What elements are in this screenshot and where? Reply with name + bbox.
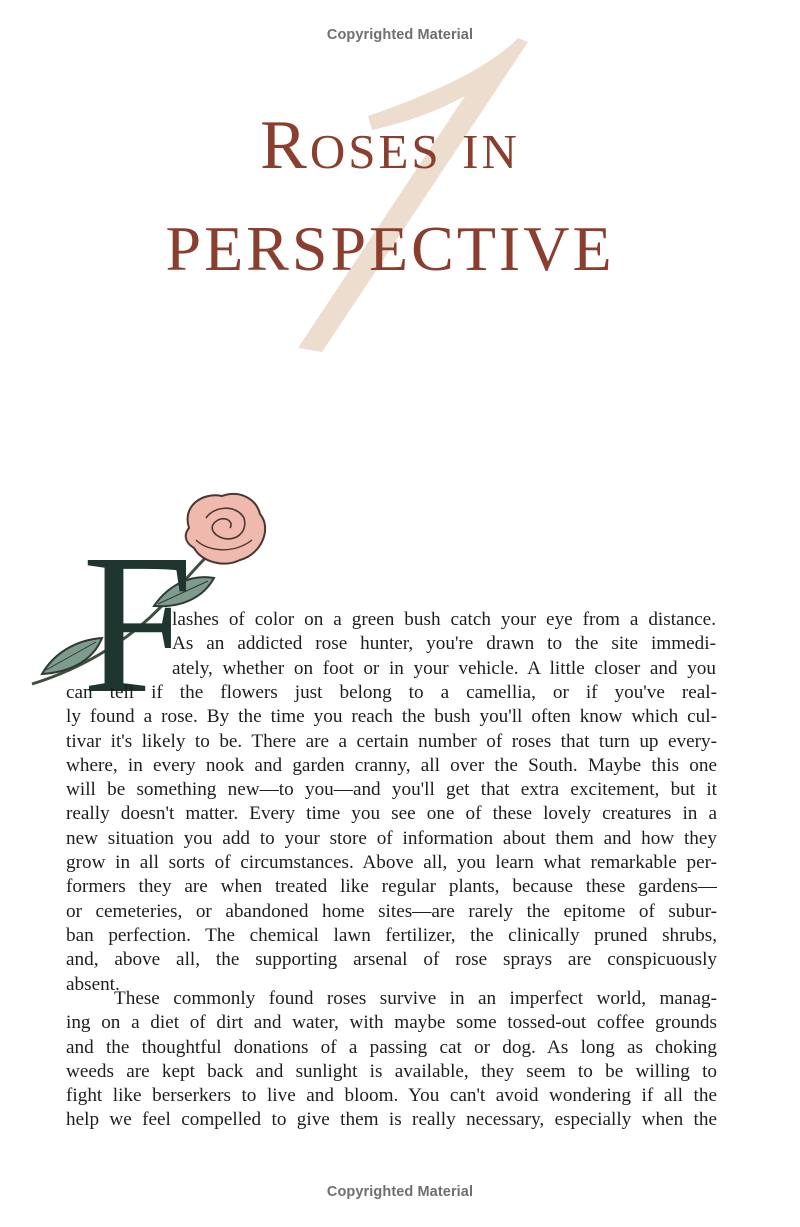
text-line: ly found a rose. By the time you reach the bush you'll often know which cul- — [66, 706, 717, 728]
chapter-title-line1 — [0, 106, 780, 186]
text-line: absent. — [66, 973, 120, 995]
text-line: fight like berserkers to live and bloom. You can't avoid wondering if all the — [66, 1085, 717, 1107]
text-line: really doesn't matter. Every time you see one of these lovely creatures in a — [66, 803, 717, 825]
text-line: ing on a diet of dirt and water, with maybe some tossed-out coffee grounds — [66, 1012, 717, 1034]
text-line: formers they are when treated like regular plants, because these gardens— — [66, 876, 717, 898]
text-line: or cemeteries, or abandoned home sites—are rarely the epitome of subur- — [66, 900, 717, 922]
chapter-title-text-2: PERSPECTIVE — [165, 213, 615, 284]
text-line: ban perfection. The chemical lawn fertilizer, the clinically pruned shrubs, — [66, 924, 717, 946]
text-line: can tell if the flowers just belong to a camellia, or if you've real- — [66, 682, 717, 703]
text-line: These commonly found roses survive in an imperfect world, manag- — [114, 988, 717, 1009]
paragraph-1-indented — [172, 608, 716, 681]
text-line: ately, whether on foot or in your vehicle. A little closer and you — [172, 657, 716, 679]
text-line: will be something new—to you—and you'll get that extra excitement, but it — [66, 779, 717, 801]
paragraph-1-body — [66, 681, 717, 997]
text-line: tivar it's likely to be. There are a certain number of roses that turn up every- — [66, 730, 717, 752]
copyright-watermark-bottom: Copyrighted Material — [326, 1184, 474, 1200]
text-line: As an addicted rose hunter, you're drawn to the site immedi- — [172, 633, 716, 655]
text-line: weeds are kept back and sunlight is available, they seem to be willing to — [66, 1060, 717, 1082]
drop-cap-letter: F — [82, 514, 194, 735]
chapter-number-numeral — [270, 30, 550, 360]
copyright-watermark-top: Copyrighted Material — [326, 27, 474, 43]
text-line: lashes of color on a green bush catch your eye from a distance. — [172, 609, 716, 630]
text-line: new situation you add to your store of information about them and how they — [66, 827, 717, 849]
text-line: where, in every nook and garden cranny, all over the South. Maybe this one — [66, 754, 717, 776]
text-line: and the thoughtful donations of a passing cat or dog. As long as choking — [66, 1036, 717, 1058]
text-line: help we feel compelled to give them is really necessary, especially when the — [66, 1109, 717, 1131]
chapter-title-text-1: Roses in — [260, 107, 520, 184]
text-line: and, above all, the supporting arsenal of rose sprays are conspicuously — [66, 949, 717, 971]
text-line: grow in all sorts of circumstances. Above all, you learn what remarkable per- — [66, 852, 717, 874]
chapter-title-line2 — [0, 212, 780, 286]
paragraph-2 — [66, 987, 717, 1133]
